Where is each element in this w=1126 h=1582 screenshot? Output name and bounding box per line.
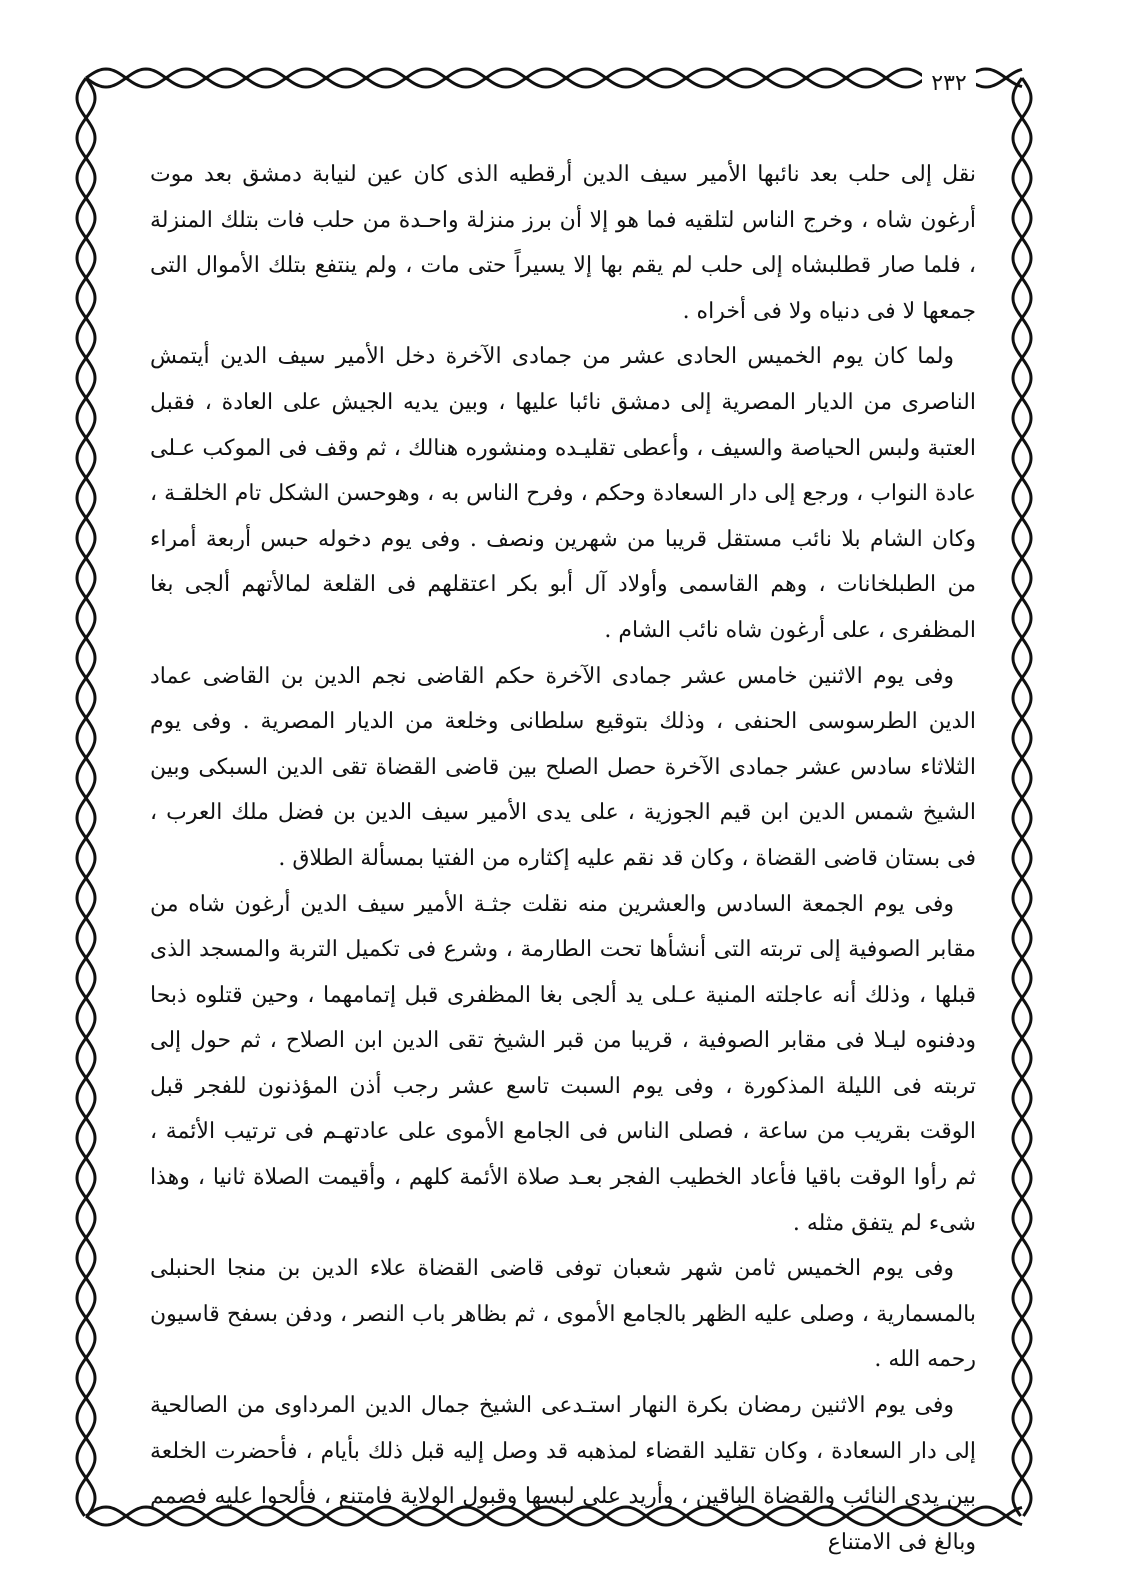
paragraph: وفى يوم الجمعة السادس والعشرين منه نقلت جثـة الأمير سيف الدين أرغون شاه من مقابر الصوفية إلى تربته التى أنشأها تحت الطارمة ، وشرع فى تكميل التربة والمسجد الذى قبلها ، وذلك أنه عاجلته المنية عـلى يد ألجى بغا المظفرى قبل إتمامهما ، وحين قتلوه ذبحا ودفنوه ليـلا فى مقابر الصوفية ، قريبا من قبر الشيخ تقى الدين ابن الصلاح ، ثم حول إلى تربته فى الليلة المذكورة ، وفى يوم السبت تاسع عشر رجب أذن المؤذنون للفجر قبل الوقت بقريب من ساعة ، فصلى الناس فى الجامع الأموى على عادتهـم فى ترتيب الأئمة ، ثم رأوا الوقت باقيا فأعاد الخطيب الفجر بعـد صلاة الأئمة كلهم ، وأقيمت الصلاة ثانيا ، وهذا شىء لم يتفق مثله . xyxy=(150,891,976,1236)
page-number: ٢٣٢ xyxy=(922,66,976,102)
paragraph: نقل إلى حلب بعد نائبها الأمير سيف الدين أرقطيه الذى كان عين لنيابة دمشق بعد موت أرغون شاه ، وخرج الناس لتلقيه فما هو إلا أن برز منزلة واحـدة من حلب فات بتلك المنزلة ، فلما صار قطلبشاه إلى حلب لم يقم بها إلا يسيراً حتى مات ، ولم ينتفع بتلك الأموال التى جمعها لا فى دنياه ولا فى أخراه . xyxy=(150,162,976,324)
paragraph: وفى يوم الاثنين رمضان بكرة النهار استـدعى الشيخ جمال الدين المرداوى من الصالحية إلى دار السعادة ، وكان تقليد القضاء لمذهبه قد وصل إليه قبل ذلك بأيام ، فأحضرت الخلعة بين يدى النائب والقضاة الباقين ، وأريد على لبسها وقبول الولاية فامتنع ، فألحوا عليه فصمم وبالغ فى الامتناع xyxy=(150,1393,976,1555)
paragraph: وفى يوم الاثنين خامس عشر جمادى الآخرة حكم القاضى نجم الدين بن القاضى عماد الدين الطرسوسى الحنفى ، وذلك بتوقيع سلطانى وخلعة من الديار المصرية . وفى يوم الثلاثاء سادس عشر جمادى الآخرة حصل الصلح بين قاضى القضاة تقى الدين السبكى وبين الشيخ شمس الدين ابن قيم الجوزية ، على يدى الأمير سيف الدين بن فضل ملك العرب ، فى بستان قاضى القضاة ، وكان قد نقم عليه إكثاره من الفتيا بمسألة الطلاق . xyxy=(150,663,976,871)
paragraph: ولما كان يوم الخميس الحادى عشر من جمادى الآخرة دخل الأمير سيف الدين أيتمش الناصرى من الديار المصرية إلى دمشق نائبا عليها ، وبين يديه الجيش على العادة ، فقبل العتبة ولبس الحياصة والسيف ، وأعطى تقليـده ومنشوره هنالك ، ثم وقف فى الموكب عـلى عادة النواب ، ورجع إلى دار السعادة وحكم ، وفرح الناس به ، وهوحسن الشكل تام الخلقـة ، وكان الشام بلا نائب مستقل قريبا من شهرين ونصف . وفى يوم دخوله حبس أربعة أمراء من الطبلخانات ، وهم القاسمى وأولاد آل أبو بكر اعتقلهم فى القلعة لمالأتهم ألجى بغا المظفرى ، على أرغون شاه نائب الشام . xyxy=(150,344,976,643)
body-text xyxy=(150,152,976,1565)
paragraph: وفى يوم الخميس ثامن شهر شعبان توفى قاضى القضاة علاء الدين بن منجا الحنبلى بالمسمارية ، وصلى عليه الظهر بالجامع الأموى ، ثم بظاهر باب النصر ، ودفن بسفح قاسيون رحمه الله . xyxy=(150,1256,976,1373)
